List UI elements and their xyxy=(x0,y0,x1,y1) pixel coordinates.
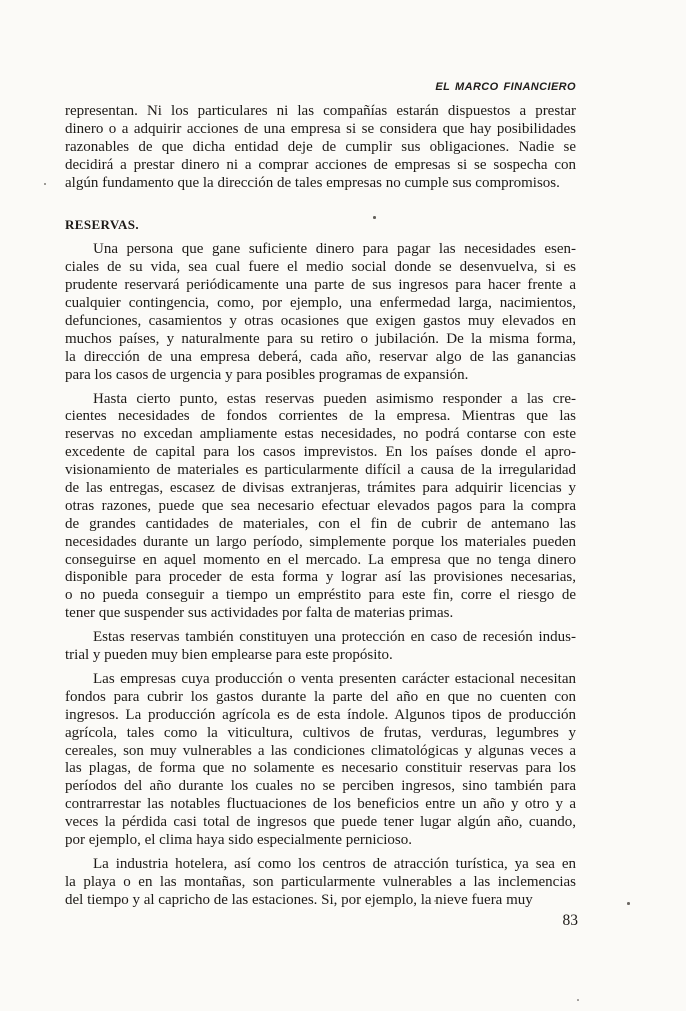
text-line: o no pueda conseguir a tiempo un empréstito para este fin, corre el riesgo de xyxy=(65,587,576,604)
text-line: por ejemplo, el clima haya sido especialmente pernicioso. xyxy=(65,831,412,848)
text-line: contrarrestar las notables fluctuaciones de los beneficios entre un año y otro y a xyxy=(65,796,576,813)
document-body xyxy=(65,103,576,910)
paragraph-4 xyxy=(65,629,576,665)
text-line: algún fundamento que la dirección de tales empresas no cumple sus compromisos. xyxy=(65,174,560,191)
paragraph-2 xyxy=(65,241,576,384)
text-line: defunciones, casamientos y otras ocasiones que exigen gastos muy elevados en xyxy=(65,313,576,330)
scan-speck xyxy=(44,183,46,185)
text-line: trial y pueden muy bien emplearse para este propósito. xyxy=(65,647,393,664)
paragraph-1 xyxy=(65,103,576,192)
text-line: Estas reservas también constituyen una protección en caso de recesión indus- xyxy=(93,629,576,646)
text-line: de grandes cantidades de materiales, con el fin de cubrir de antemano las xyxy=(65,515,576,532)
text-line: períodos del año durante los cuales no se perciben ingresos, sino también para xyxy=(65,778,576,795)
text-line: las plagas, de forma que no solamente es necesario constituir reservas para los xyxy=(65,760,576,777)
scan-speck xyxy=(627,902,630,905)
text-line: tener que suspender sus actividades por falta de materias primas. xyxy=(65,605,454,622)
text-line: veces la pérdida casi total de ingresos que puede tener lugar algún año, cuando, xyxy=(65,814,576,831)
text-line: ciales de su vida, sea cual fuere el medio social donde se desenvuelva, si es xyxy=(65,259,576,276)
text-line: la playa o en las montañas, son particularmente vulnerables a las inclemencias xyxy=(65,873,576,890)
running-header: EL MARCO FINANCIERO xyxy=(435,81,576,93)
scan-speck xyxy=(577,999,579,1001)
text-line: conseguirse en aquel momento en el mercado. La empresa que no tenga dinero xyxy=(65,551,576,568)
paragraph-3 xyxy=(65,391,576,624)
text-line: cientes necesidades de fondos corrientes de la empresa. Mientras que las xyxy=(65,408,576,425)
text-line: Hasta cierto punto, estas reservas pueden asimismo responder a las cre- xyxy=(93,390,576,407)
text-line: razonables de que dicha entidad deje de cumplir sus obligaciones. Nadie se xyxy=(65,138,576,155)
paragraph-5 xyxy=(65,671,576,850)
text-line: fondos para cubrir los gastos durante la parte del año en que no cuenten con xyxy=(65,688,576,705)
text-line: La industria hotelera, así como los centros de atracción turística, ya sea en xyxy=(93,855,576,872)
text-line: decidirá a prestar dinero ni a comprar acciones de empresas si se sospecha con xyxy=(65,156,576,173)
text-line: Una persona que gane suficiente dinero para pagar las necesidades esen- xyxy=(93,241,576,258)
text-line: necesidades durante un largo período, simplemente porque los materiales pueden xyxy=(65,533,576,550)
scan-speck xyxy=(434,900,436,902)
text-line: muchos países, y naturalmente para su retiro o jubilación. De la misma forma, xyxy=(65,330,576,347)
paragraph-6 xyxy=(65,856,576,910)
text-line: para los casos de urgencia y para posibles programas de expansión. xyxy=(65,366,469,383)
section-heading-reservas: RESERVAS. xyxy=(65,217,140,233)
text-line: Las empresas cuya producción o venta presenten carácter estacional necesitan xyxy=(93,670,576,687)
text-line: agrícola, tales como la viticultura, cultivos de frutas, verduras, legumbres y xyxy=(65,724,576,741)
text-line: disponible para proceder de esta forma y lograr así las provisiones necesarias, xyxy=(65,569,576,586)
scan-speck xyxy=(373,216,376,219)
text-line: de las entregas, escasez de divisas extranjeras, trámites para adquirir licencias y xyxy=(65,480,576,497)
text-line: otras razones, puede que sea necesario efectuar elevados pagos para la compra xyxy=(65,497,576,514)
text-line: la dirección de una empresa deberá, cada año, reservar algo de las ganancias xyxy=(65,348,576,365)
text-line: dinero o a adquirir acciones de una empresa si se considera que hay posibilidades xyxy=(65,120,576,137)
text-line: excedente de capital para los casos imprevistos. En los países donde el apro- xyxy=(65,444,576,461)
text-line: prudente reservará periódicamente una parte de sus ingresos para hacer frente a xyxy=(65,277,576,294)
text-line: cualquier contingencia, como, por ejemplo, una enfermedad larga, nacimientos, xyxy=(65,295,576,312)
text-line: reservas no excedan ampliamente estas necesidades, no podrá contarse con este xyxy=(65,426,576,443)
text-line: visionamiento de materiales es particularmente difícil a causa de la irregularidad xyxy=(65,462,576,479)
text-line: del tiempo y al capricho de las estaciones. Si, por ejemplo, la nieve fuera muy xyxy=(65,891,533,908)
text-line: cereales, son muy vulnerables a las condiciones climatológicas y algunas veces a xyxy=(65,742,576,759)
text-line: representan. Ni los particulares ni las compañías estarán dispuestos a prestar xyxy=(65,103,576,119)
page-number: 83 xyxy=(562,912,578,929)
text-line: ingresos. La producción agrícola es de esta índole. Algunos tipos de producción xyxy=(65,706,576,723)
